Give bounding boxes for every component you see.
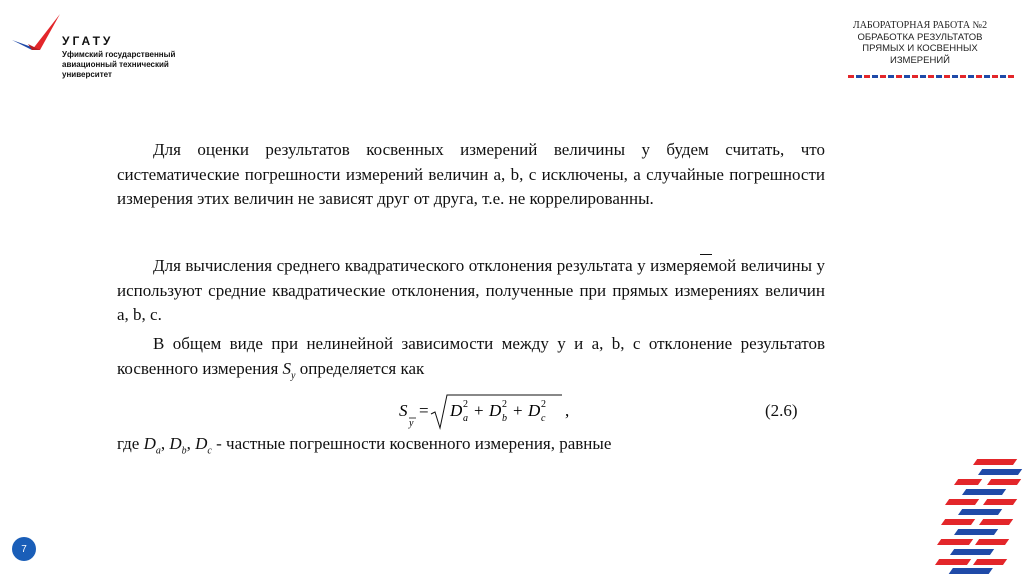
paragraph-text: - частные погрешности косвенного измерения, равные: [216, 434, 612, 453]
symbol-sub: b: [181, 445, 187, 457]
formula-term-sub: c: [541, 413, 546, 424]
formula-plus: +: [513, 401, 523, 420]
formula-2-6: [397, 392, 597, 432]
university-full-name: Уфимский государственный авиационный технический университет: [62, 50, 176, 79]
university-logo: [10, 14, 62, 58]
lab-title-line: ПРЯМЫХ И КОСВЕННЫХ: [862, 43, 978, 54]
paragraph-2: [117, 254, 825, 328]
symbol-sub: c: [207, 445, 212, 457]
formula-plus: +: [474, 401, 484, 420]
lab-title-line: ЛАБОРАТОРНАЯ РАБОТА №2: [852, 20, 988, 31]
overline-mark: [700, 254, 712, 255]
formula-term-base: D: [489, 401, 502, 420]
paragraph-text: определяется как: [299, 358, 425, 378]
symbol-sub: a: [155, 445, 161, 457]
formula-term-base: D: [528, 401, 541, 420]
lab-title-line: ИЗМЕРЕНИЙ: [889, 54, 950, 66]
lab-title-line: ОБРАБОТКА РЕЗУЛЬТАТОВ: [857, 31, 983, 43]
formula-term-sup: 2: [463, 399, 468, 410]
formula-term-sup: 2: [541, 399, 546, 410]
lab-header: [832, 20, 1008, 66]
formula-term-sub: b: [502, 413, 507, 424]
formula-lhs: S: [399, 401, 408, 420]
paragraph-4: [117, 432, 825, 464]
formula-term-sub: a: [463, 413, 468, 424]
separator: ,: [186, 434, 191, 453]
formula-trailing: ,: [565, 401, 570, 420]
page-number-badge: 7: [12, 537, 36, 561]
formula-lhs-sub: y: [409, 418, 414, 429]
paragraph-1: [117, 138, 825, 212]
symbol-sub: y: [291, 369, 296, 381]
formula-equals: =: [419, 401, 429, 420]
header-stripe: [848, 75, 1016, 78]
university-name: [62, 34, 202, 80]
symbol-d: D: [195, 434, 208, 453]
decorative-stripes: [920, 455, 1024, 574]
formula-term-sup: 2: [502, 399, 507, 410]
separator: ,: [160, 434, 166, 453]
symbol-d: D: [169, 434, 182, 453]
paragraph-text: где: [117, 434, 140, 453]
equation-number: (2.6): [765, 401, 798, 420]
symbol-s: S: [282, 358, 292, 378]
symbol-d: D: [143, 434, 156, 453]
paragraph-text: Для вычисления среднего квадратического отклонения результата y измеряемой величины y используют средние квадратические отклонения, полученные при прямых измерениях величин a, b, c.: [117, 256, 825, 324]
formula-term-base: D: [450, 401, 463, 420]
paragraph-text: В общем виде при нелинейной зависимости между y и a, b, c отклонение результатов косвенного измерения: [117, 334, 825, 378]
paragraph-3: [117, 332, 825, 388]
paragraph-text: Для оценки результатов косвенных измерений величины y будем считать, что систематические погрешности измерений величин a, b, c исключены, а случайные погрешности измерения этих величин не зависят друг от друга, т.е. не коррелированны.: [117, 140, 825, 208]
university-abbr: УГАТУ: [62, 34, 114, 48]
